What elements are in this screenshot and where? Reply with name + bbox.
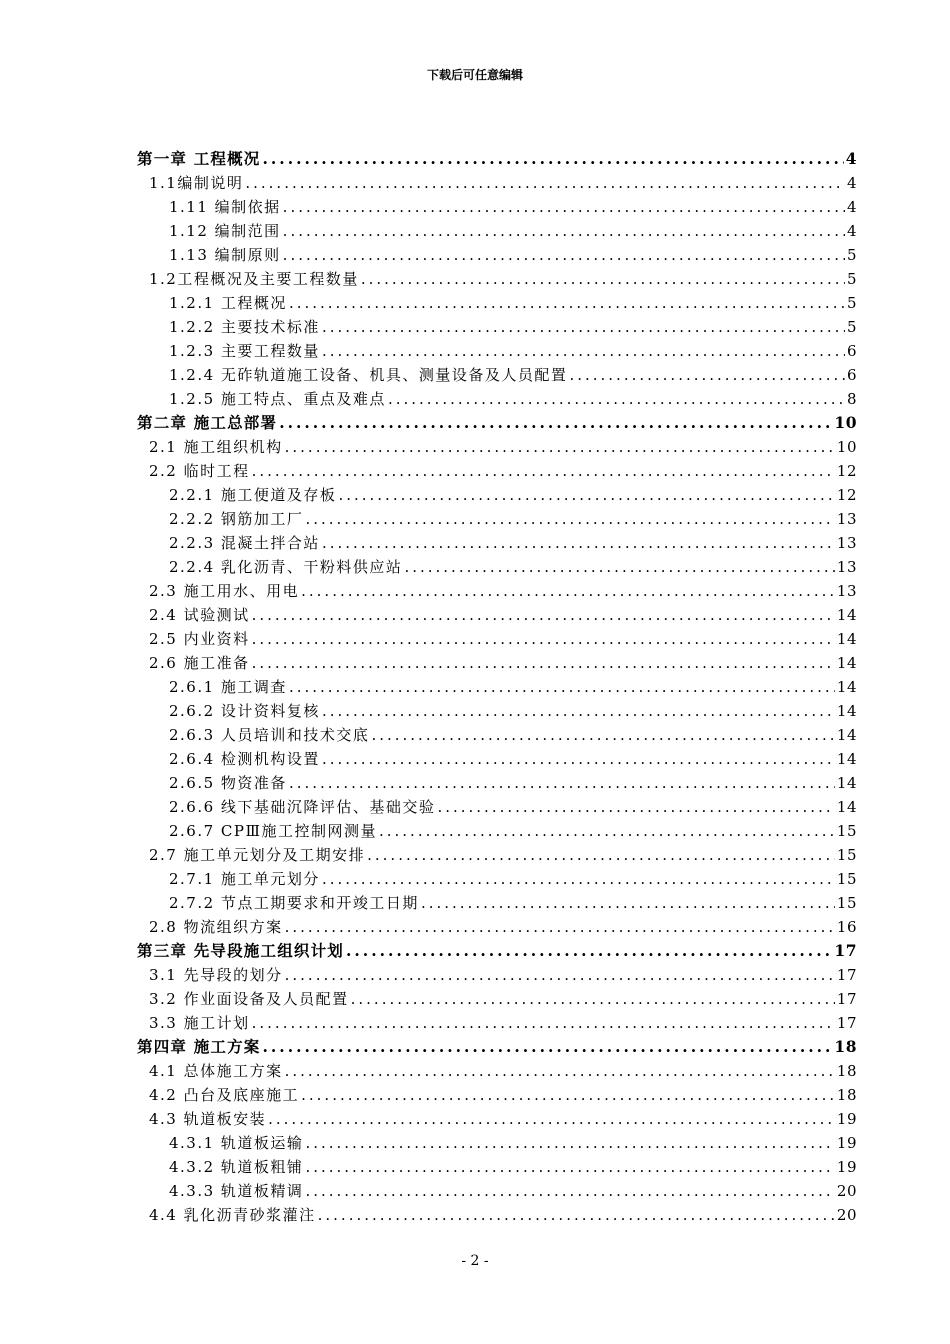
toc-entry-page: 13 [836,558,857,576]
toc-entry[interactable] [137,195,857,219]
toc-entry[interactable] [137,1107,857,1131]
toc-dot-leader [305,507,834,531]
toc-entry-title: 2.4 试验测试 [149,606,250,624]
toc-entry[interactable] [137,363,857,387]
toc-entry-title: 2.2 临时工程 [149,462,250,480]
toc-entry-page: 5 [846,270,857,288]
toc-dot-leader [283,195,845,219]
toc-entry-title: 2.3 施工用水、用电 [149,582,300,600]
toc-dot-leader [285,963,835,987]
toc-entry-title: 1.12 编制范围 [169,222,281,240]
toc-entry[interactable] [137,1083,857,1107]
toc-entry-page: 19 [836,1134,857,1152]
toc-entry-title: 1.2.2 主要技术标准 [169,318,320,336]
toc-entry-title: 1.2工程概况及主要工程数量 [149,270,359,288]
toc-entry-page: 4 [846,174,857,192]
toc-entry-title: 2.1 施工组织机构 [149,438,283,456]
toc-entry-page: 4 [846,198,857,216]
toc-entry-page: 14 [836,630,857,648]
toc-entry[interactable] [137,267,857,291]
toc-entry-page: 14 [836,750,857,768]
toc-entry-page: 15 [836,846,857,864]
toc-entry[interactable] [137,843,857,867]
toc-entry[interactable] [137,699,857,723]
toc-entry-page: 14 [836,798,857,816]
toc-entry-title: 2.5 内业资料 [149,630,250,648]
toc-entry-title: 2.7.2 节点工期要求和开竣工日期 [169,894,419,912]
toc-entry[interactable] [137,1035,857,1059]
toc-entry-title: 2.6.6 线下基础沉降评估、基础交验 [169,798,436,816]
toc-entry-title: 1.2.1 工程概况 [169,294,287,312]
toc-entry-title: 2.2.1 施工便道及存板 [169,486,337,504]
toc-entry[interactable] [137,1011,857,1035]
toc-entry-title: 1.2.4 无砟轨道施工设备、机具、测量设备及人员配置 [169,366,568,384]
toc-entry-page: 12 [836,486,857,504]
toc-entry[interactable] [137,675,857,699]
toc-dot-leader [283,243,845,267]
toc-entry-page: 17 [836,966,857,984]
toc-dot-leader [322,315,845,339]
toc-entry-title: 2.6 施工准备 [149,654,250,672]
toc-dot-leader [351,987,835,1011]
toc-entry[interactable] [137,891,857,915]
toc-dot-leader [252,459,835,483]
toc-entry-page: 15 [836,870,857,888]
toc-entry-page: 15 [836,822,857,840]
toc-dot-leader [305,1131,834,1155]
toc-entry-page: 6 [846,366,857,384]
toc-entry[interactable] [137,171,857,195]
toc-dot-leader [569,363,845,387]
toc-dot-leader [252,627,835,651]
toc-entry-page: 18 [836,1086,857,1104]
toc-dot-leader [305,1179,834,1203]
toc-entry[interactable] [137,387,857,411]
toc-entry-page: 4 [846,222,857,240]
toc-entry[interactable] [137,603,857,627]
toc-entry-page: 12 [836,462,857,480]
toc-dot-leader [371,723,834,747]
toc-entry-page: 5 [846,246,857,264]
toc-entry-title: 2.6.2 设计资料复核 [169,702,320,720]
toc-entry-title: 1.11 编制依据 [169,198,281,216]
toc-entry-title: 2.6.7 CPⅢ施工控制网测量 [169,822,377,840]
toc-entry[interactable] [137,723,857,747]
toc-entry[interactable] [137,939,857,963]
toc-dot-leader [289,675,835,699]
toc-entry[interactable] [137,507,857,531]
toc-entry-page: 5 [846,318,857,336]
toc-entry[interactable] [137,219,857,243]
toc-entry[interactable] [137,819,857,843]
toc-entry-page: 19 [836,1158,857,1176]
toc-entry-title: 2.6.4 检测机构设置 [169,750,320,768]
toc-dot-leader [322,531,835,555]
toc-entry[interactable] [137,435,857,459]
toc-entry-page: 10 [836,438,857,456]
toc-dot-leader [322,867,835,891]
toc-entry[interactable] [137,411,857,435]
toc-entry-title: 第二章 施工总部署 [137,413,278,432]
toc-entry-title: 2.7.1 施工单元划分 [169,870,320,888]
toc-entry-title: 第四章 施工方案 [137,1037,261,1056]
toc-dot-leader [263,1035,833,1059]
toc-dot-leader [283,219,845,243]
toc-entry[interactable] [137,915,857,939]
toc-dot-leader [301,1083,835,1107]
toc-entry[interactable] [137,243,857,267]
toc-entry-page: 13 [836,510,857,528]
toc-dot-leader [252,1011,835,1035]
toc-entry-title: 4.3.3 轨道板精调 [169,1182,304,1200]
toc-dot-leader [322,699,835,723]
toc-entry-title: 2.6.3 人员培训和技术交底 [169,726,370,744]
toc-entry[interactable] [137,1131,857,1155]
toc-dot-leader [305,1155,834,1179]
toc-entry[interactable] [137,987,857,1011]
toc-entry-title: 1.1编制说明 [149,174,244,192]
toc-entry[interactable] [137,147,857,171]
toc-dot-leader [322,747,835,771]
toc-entry-title: 2.7 施工单元划分及工期安排 [149,846,366,864]
toc-entry[interactable] [137,1179,857,1203]
toc-dot-leader [367,843,835,867]
toc-dot-leader [285,435,835,459]
toc-entry[interactable] [137,459,857,483]
toc-dot-leader [346,939,832,963]
toc-entry-page: 15 [836,894,857,912]
toc-dot-leader [404,555,834,579]
toc-entry-page: 14 [836,774,857,792]
toc-dot-leader [301,579,835,603]
toc-entry[interactable] [137,627,857,651]
toc-entry-title: 4.2 凸台及底座施工 [149,1086,300,1104]
toc-entry-title: 2.2.2 钢筋加工厂 [169,510,304,528]
toc-entry-title: 4.4 乳化沥青砂浆灌注 [149,1206,316,1224]
toc-dot-leader [252,651,835,675]
toc-entry-title: 1.2.5 施工特点、重点及难点 [169,390,386,408]
toc-entry-page: 14 [836,726,857,744]
toc-entry-page: 16 [836,918,857,936]
toc-entry-page: 18 [836,1062,857,1080]
toc-dot-leader [437,795,834,819]
toc-entry[interactable] [137,579,857,603]
toc-entry-page: 20 [836,1182,857,1200]
toc-entry-title: 1.2.3 主要工程数量 [169,342,320,360]
toc-entry-page: 5 [846,294,857,312]
toc-dot-leader [318,1203,835,1227]
toc-entry-page: 20 [836,1206,857,1224]
toc-entry-title: 第三章 先导段施工组织计划 [137,941,344,960]
page-number: - 2 - [461,1253,489,1269]
toc-entry[interactable] [137,315,857,339]
toc-dot-leader [285,1059,835,1083]
toc-entry-page: 6 [846,342,857,360]
toc-entry-page: 4 [845,149,857,168]
toc-entry-title: 3.1 先导段的划分 [149,966,283,984]
toc-entry-title: 第一章 工程概况 [137,149,261,168]
toc-entry-title: 3.2 作业面设备及人员配置 [149,990,349,1008]
toc-dot-leader [279,411,832,435]
toc-entry[interactable] [137,771,857,795]
toc-entry-page: 14 [836,678,857,696]
toc-entry-page: 17 [834,941,857,960]
toc-entry[interactable] [137,1203,857,1227]
toc-entry-page: 13 [836,534,857,552]
page-header: 下载后可任意编辑 [426,68,523,82]
toc-entry[interactable] [137,555,857,579]
toc-entry[interactable] [137,1155,857,1179]
toc-dot-leader [285,915,835,939]
toc-entry[interactable] [137,1059,857,1083]
toc-entry-title: 4.3.2 轨道板粗铺 [169,1158,304,1176]
toc-dot-leader [289,771,835,795]
toc-entry[interactable] [137,531,857,555]
toc-dot-leader [289,291,845,315]
toc-entry[interactable] [137,795,857,819]
toc-entry-title: 2.6.5 物资准备 [169,774,287,792]
toc-dot-leader [361,267,845,291]
toc-dot-leader [379,819,835,843]
toc-entry-title: 3.3 施工计划 [149,1014,250,1032]
toc-entry-title: 2.2.3 混凝土拌合站 [169,534,320,552]
toc-dot-leader [252,603,835,627]
toc-entry-title: 4.3 轨道板安装 [149,1110,267,1128]
table-of-contents [137,147,857,1227]
toc-entry[interactable] [137,339,857,363]
toc-entry-page: 17 [836,1014,857,1032]
toc-entry-title: 2.6.1 施工调查 [169,678,287,696]
toc-dot-leader [421,891,835,915]
toc-dot-leader [388,387,845,411]
toc-entry-title: 2.8 物流组织方案 [149,918,283,936]
toc-entry-page: 14 [836,702,857,720]
toc-entry-page: 13 [836,582,857,600]
toc-entry-page: 17 [836,990,857,1008]
toc-dot-leader [322,339,845,363]
toc-entry-title: 2.2.4 乳化沥青、干粉料供应站 [169,558,403,576]
toc-entry-page: 14 [836,654,857,672]
toc-entry-page: 8 [846,390,857,408]
toc-entry-page: 18 [834,1037,857,1056]
toc-entry-title: 4.3.1 轨道板运输 [169,1134,304,1152]
toc-entry[interactable] [137,963,857,987]
toc-entry-page: 10 [834,413,857,432]
toc-dot-leader [263,147,844,171]
toc-entry-page: 19 [836,1110,857,1128]
toc-entry[interactable] [137,291,857,315]
toc-entry-page: 14 [836,606,857,624]
toc-dot-leader [245,171,845,195]
toc-entry-title: 1.13 编制原则 [169,246,281,264]
toc-entry[interactable] [137,651,857,675]
toc-dot-leader [338,483,834,507]
toc-entry[interactable] [137,747,857,771]
toc-entry-title: 4.1 总体施工方案 [149,1062,283,1080]
toc-dot-leader [268,1107,835,1131]
toc-entry[interactable] [137,483,857,507]
toc-entry[interactable] [137,867,857,891]
